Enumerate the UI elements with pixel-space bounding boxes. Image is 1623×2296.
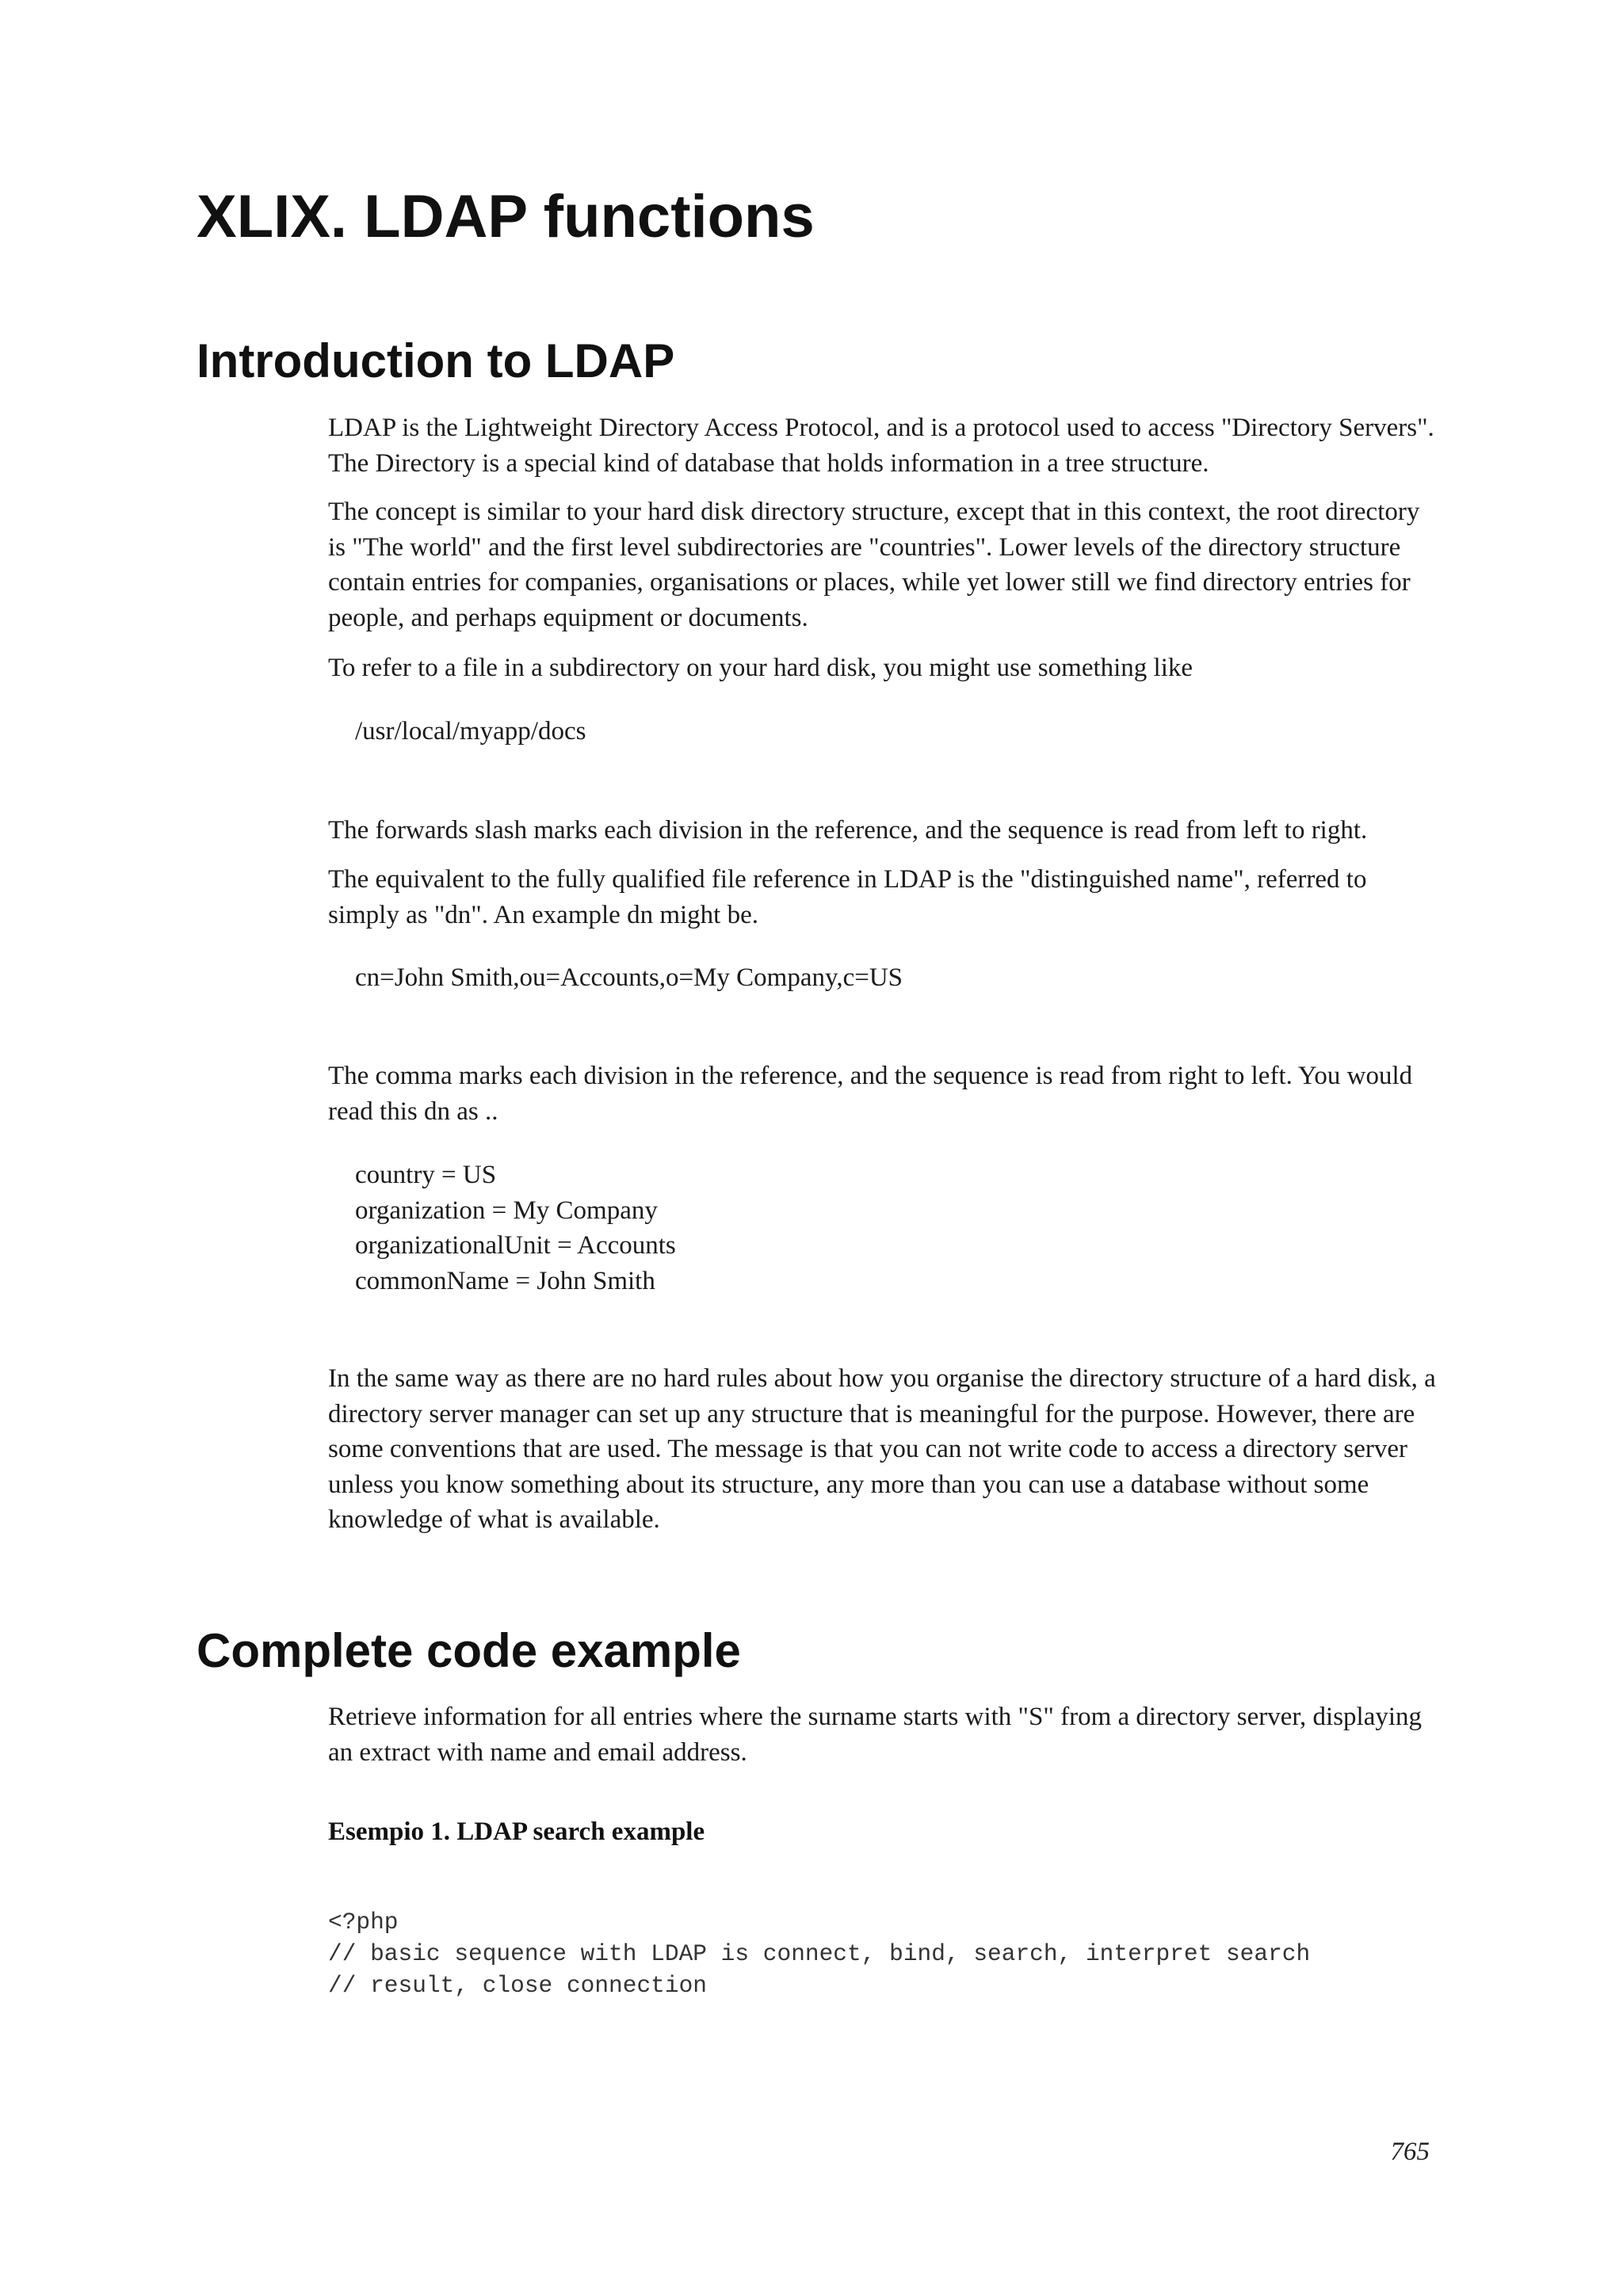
section-heading-code-example: Complete code example — [197, 1624, 741, 1677]
intro-paragraph-6: The comma marks each division in the reference, and the sequence is read from right to left. You would read this dn as .. — [328, 1062, 1413, 1126]
dn-breakdown — [355, 1158, 1433, 1299]
dn-breakdown-line: organization = My Company — [355, 1196, 658, 1225]
path-example — [355, 714, 1433, 749]
dn-breakdown-line: organizationalUnit = Accounts — [355, 1231, 676, 1260]
code-line: // result, close connection — [328, 1972, 707, 1999]
intro-paragraph-2: The concept is similar to your hard disk directory structure, except that in this context, the root directory is "The world" and the first level subdirectories are "countries". Lower levels of the directory structure contain entries for companies, organisations or places, while yet lower still we find directory entries for people, and perhaps equipment or documents. — [328, 498, 1420, 632]
dn-breakdown-line: commonName = John Smith — [355, 1266, 655, 1295]
chapter-title: XLIX. LDAP functions — [197, 183, 815, 250]
page-number: 765 — [1390, 2138, 1430, 2166]
section-heading-introduction: Introduction to LDAP — [197, 334, 675, 387]
dn-breakdown-line: country = US — [355, 1161, 497, 1189]
code-line: // basic sequence with LDAP is connect, bind, search, interpret search — [328, 1940, 1311, 1967]
intro-paragraph-5: The equivalent to the fully qualified file reference in LDAP is the "distinguished name", referred to simply as "dn". An example dn might be. — [328, 865, 1367, 929]
dn-example — [355, 960, 1433, 996]
code-line: <?php — [328, 1909, 399, 1936]
intro-paragraph-3: To refer to a file in a subdirectory on your hard disk, you might use something like — [328, 654, 1193, 682]
code-block — [328, 1906, 1310, 2001]
intro-paragraph-4: The forwards slash marks each division in the reference, and the sequence is read from left to right. — [328, 816, 1368, 845]
example-title: Esempio 1. LDAP search example — [328, 1817, 705, 1846]
path-example-line: /usr/local/myapp/docs — [355, 717, 586, 746]
intro-paragraph-1: LDAP is the Lightweight Directory Access Protocol, and is a protocol used to access "Directory Servers". The Directory is a special kind of database that holds information in a tree structure. — [328, 414, 1434, 478]
dn-example-line: cn=John Smith,ou=Accounts,o=My Company,c=US — [355, 963, 903, 992]
intro-paragraph-7: In the same way as there are no hard rules about how you organise the directory structure of a hard disk, a directory server manager can set up any structure that is meaningful for the purpose. However, there are some conventions that are used. The message is that you can not write code to access a directory server unless you know something about its structure, any more than you can use a database without some knowledge of what is available. — [328, 1364, 1436, 1534]
example-paragraph-1: Retrieve information for all entries where the surname starts with "S" from a directory server, displaying an extract with name and email address. — [328, 1703, 1423, 1767]
